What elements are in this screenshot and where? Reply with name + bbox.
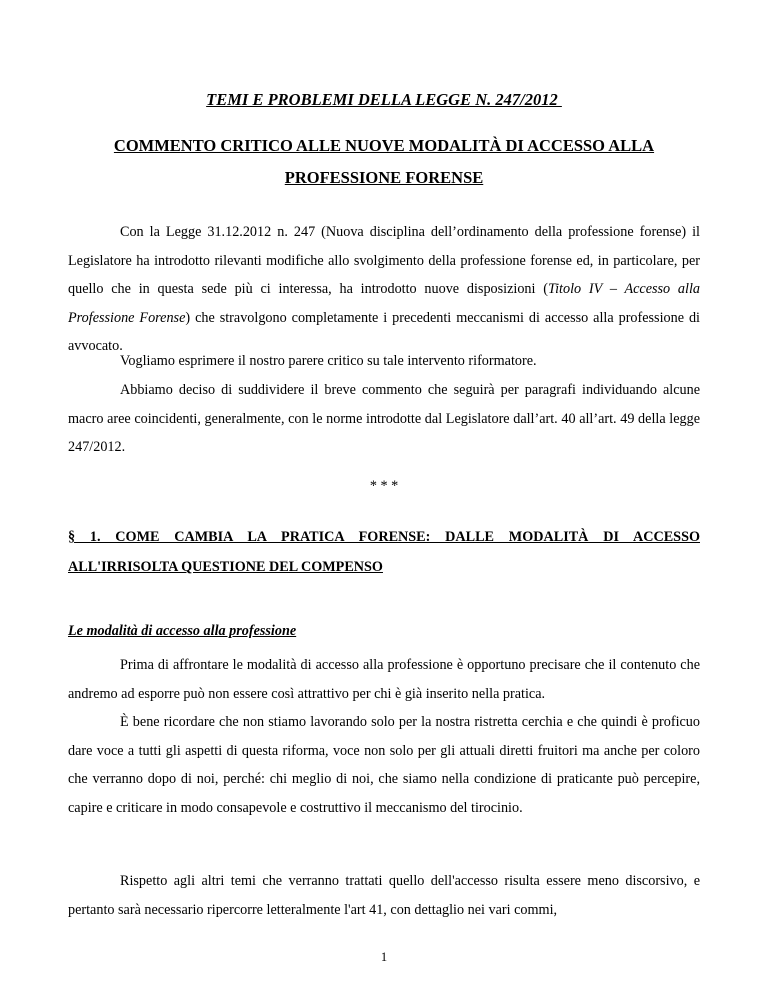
subsection-heading: Le modalità di accesso alla professione [68, 623, 297, 639]
page-number: 1 [380, 950, 388, 964]
paragraph-5 [68, 708, 700, 822]
paragraph-4-text: Prima di affrontare le modalità di accesso alla professione è opportuno precisare che il contenuto che andremo ad esporre può non essere così attrattivo per chi è già inserito nella pratica. [68, 657, 700, 702]
paragraph-3 [68, 376, 700, 462]
document-subtitle: COMMENTO CRITICO ALLE NUOVE MODALITÀ DI ACCESSO ALLA PROFESSIONE FORENSE [113, 136, 655, 187]
section-1-heading [68, 522, 700, 582]
section-1-heading-line2: ALL'IRRISOLTA QUESTIONE DEL COMPENSO [68, 559, 383, 575]
document-title: TEMI E PROBLEMI DELLA LEGGE N. 247/2012 [206, 90, 562, 109]
section-1-heading-line1: § 1. COME CAMBIA LA PRATICA FORENSE: DALLE MODALITÀ DI ACCESSO [68, 529, 700, 545]
intro-text-before: Con la Legge 31.12.2012 n. 247 (Nuova disciplina dell’ordinamento della professione forense) il Legislatore ha introdotto rilevanti modifiche allo svolgimento della professione forense ed, in particolare, per quello che in questa sede più ci interessa, ha introdotto nuove disposizioni ( [68, 224, 700, 298]
intro-text-after: ) che stravolgono completamente i precedenti meccanismi di accesso alla professione di avvocato. [68, 309, 700, 355]
paragraph-4 [68, 651, 700, 708]
section-separator: * * * [369, 478, 399, 494]
paragraph-6 [68, 867, 700, 924]
paragraph-2-text: Vogliamo esprimere il nostro parere critico su tale intervento riformatore. [120, 353, 537, 369]
paragraph-2 [68, 347, 700, 376]
paragraph-3-text: Abbiamo deciso di suddividere il breve commento che seguirà per paragrafi individuando alcune macro aree coincidenti, generalmente, con le norme introdotte dal Legislatore dall’art. 40 all’art. 49 della legge 247/2012. [68, 382, 700, 456]
paragraph-5-text: È bene ricordare che non stiamo lavorando solo per la nostra ristretta cerchia e che quindi è proficuo dare voce a tutti gli aspetti di questa riforma, voce non solo per gli attuali diretti fruitori ma anche per coloro che verranno dopo di noi, perché: chi meglio di noi, che siamo nella condizione di praticante può percepire, capire e criticare in modo consapevole e costruttivo il meccanismo del tirocinio. [68, 714, 700, 816]
intro-text-italic: Titolo IV – Accesso alla Professione Forense [68, 281, 700, 326]
paragraph-6-text: Rispetto agli altri temi che verranno trattati quello dell'accesso risulta essere meno discorsivo, e pertanto sarà necessario ripercorre letteralmente l'art 41, con dettaglio nei vari commi, [68, 873, 700, 918]
intro-paragraph [68, 218, 700, 361]
